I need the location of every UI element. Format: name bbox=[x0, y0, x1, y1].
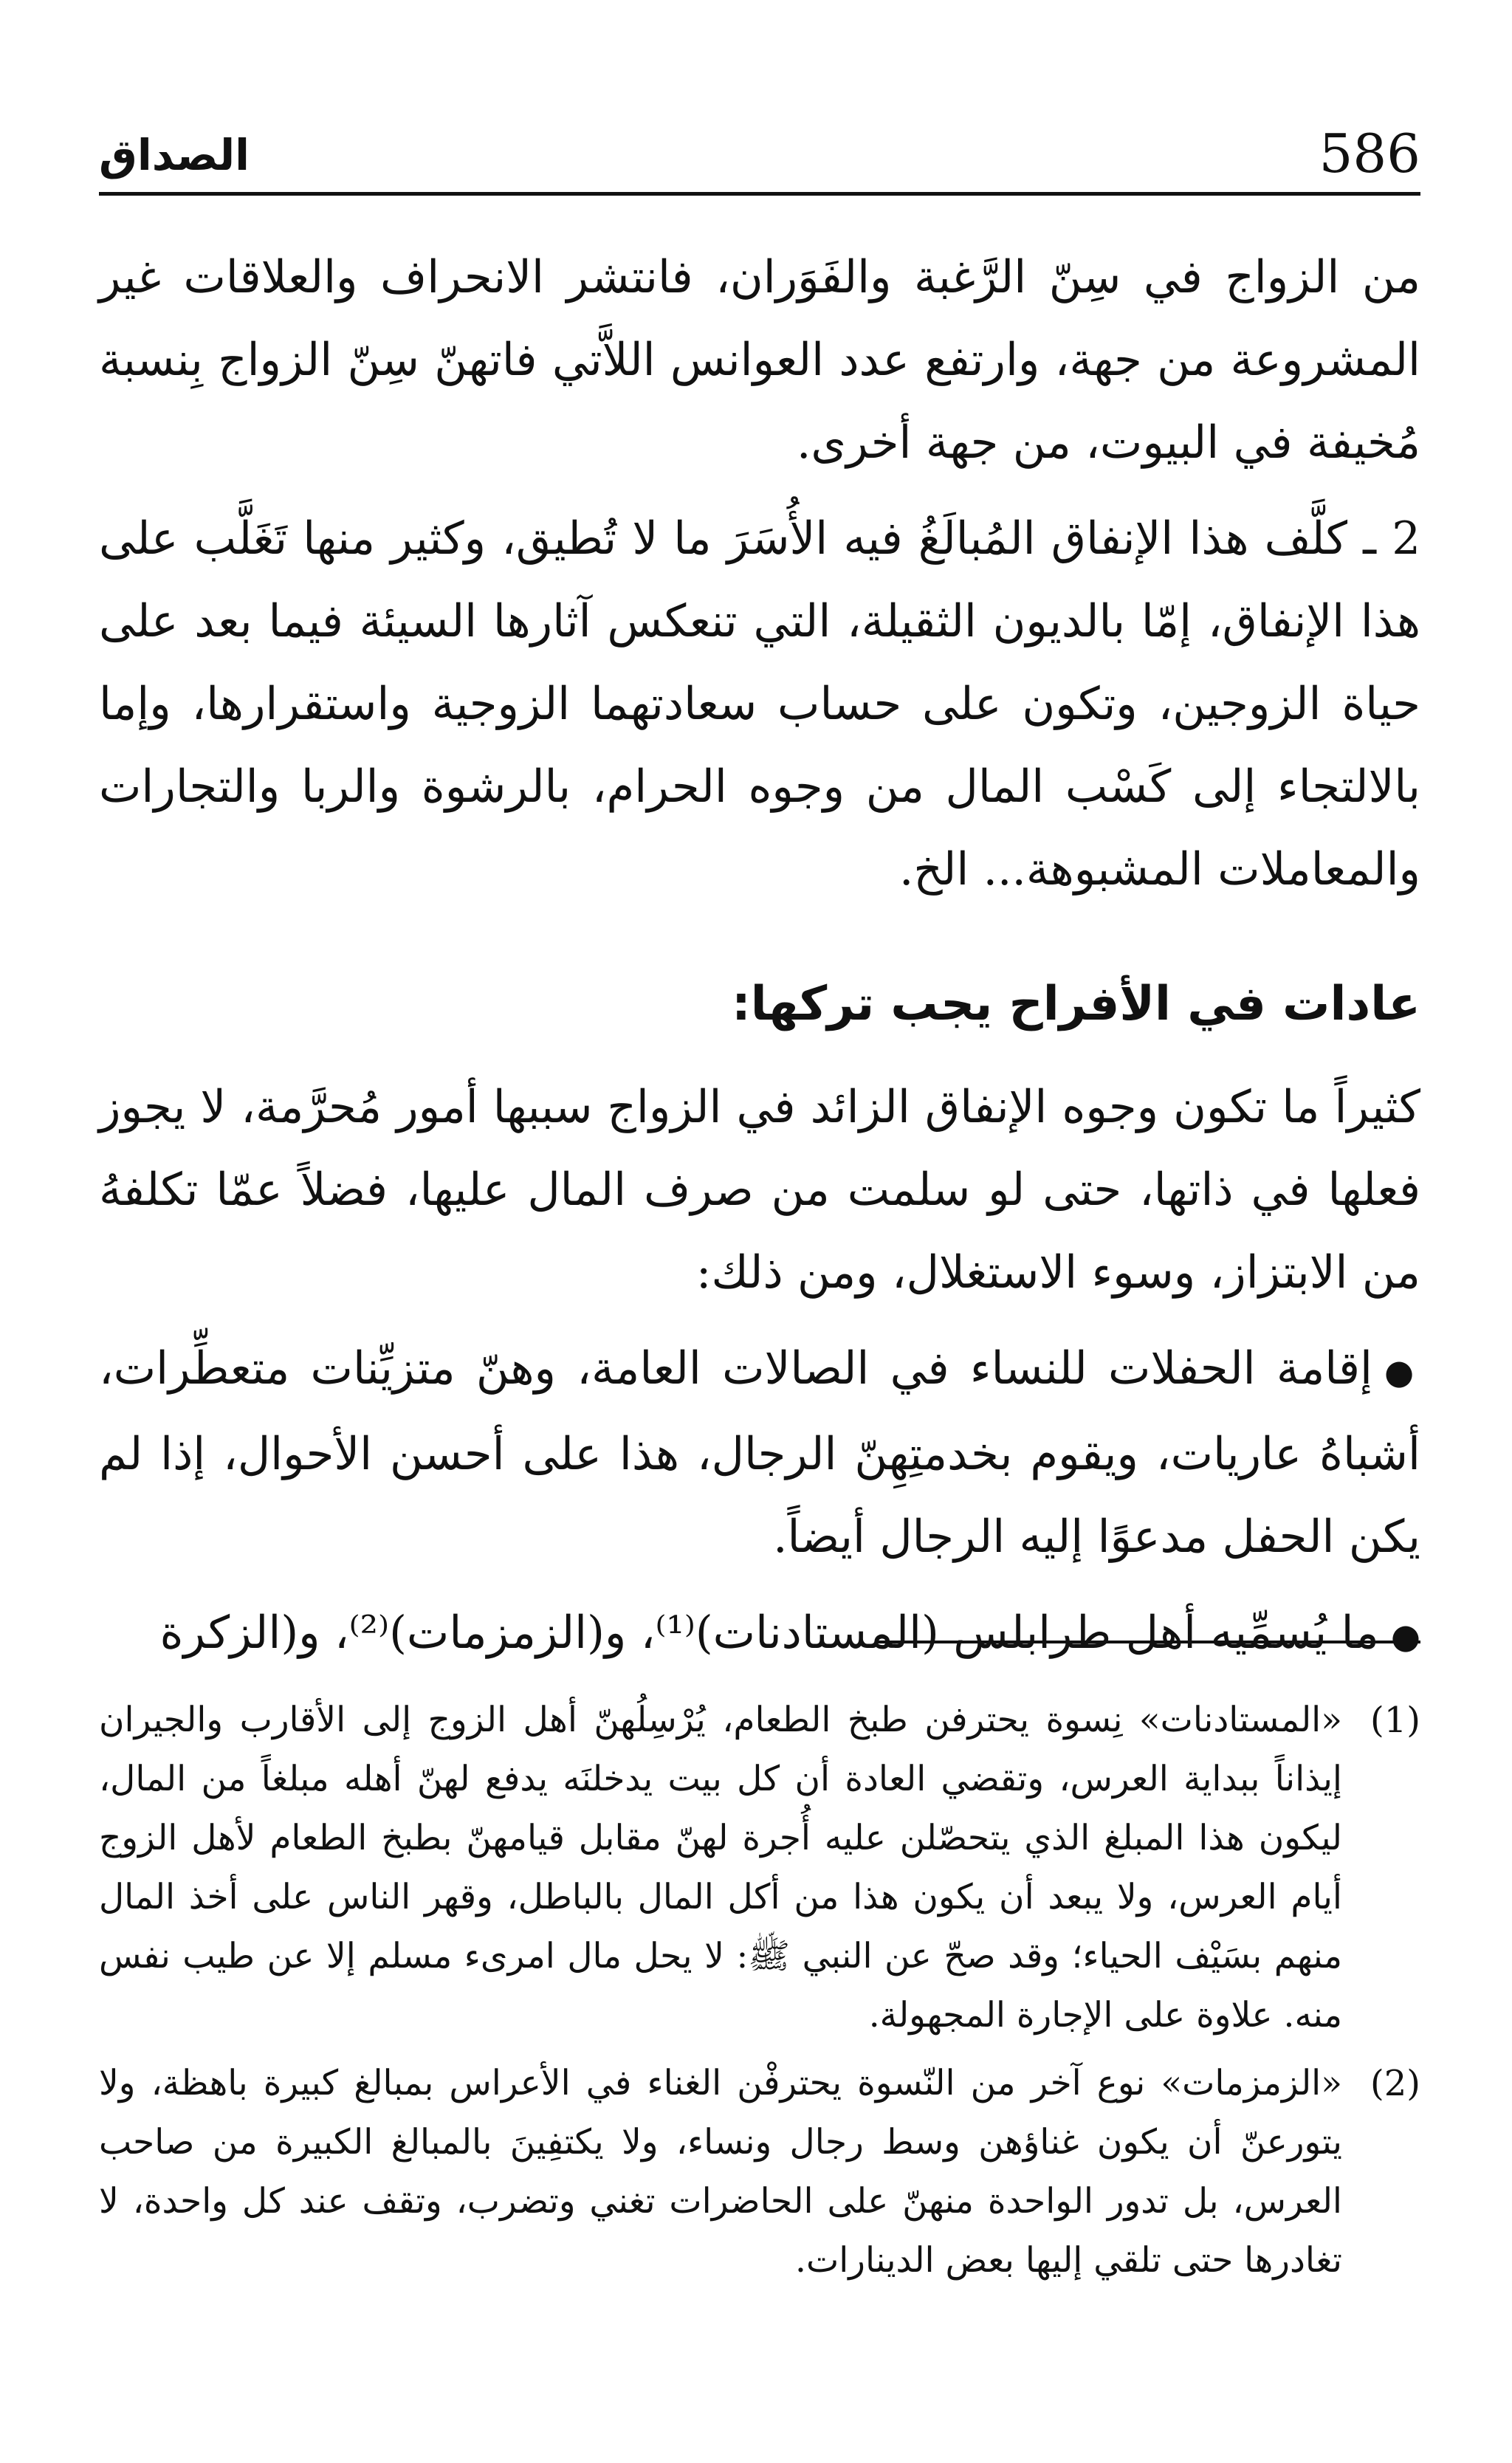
bullet-text: ما يُسمِّيه أهل طرابلس (المستادنات)⁽¹⁾، و(الزمزمات)⁽²⁾، و(الزكرة bbox=[159, 1606, 1379, 1659]
footnote-item bbox=[99, 1691, 1420, 2045]
page-number: 586 bbox=[1319, 123, 1420, 185]
page-header bbox=[99, 111, 1420, 196]
footnote-text: «الزمزمات» نوع آخر من النّسوة يحترفْن الغناء في الأعراس بمبالغ كبيرة باهظة، ولا يتورعنّ أن يكون غناؤهن وسط رجال ونساء، ولا يكتفِينَ بالمبالغ الكبيرة من صاحب العرس، بل تدور الواحدة منهنّ على الحاضرات تغني وتضرب، وتقف عند كل واحدة، لا تغادرها حتى تلقي إليها بعض الدينارات. bbox=[99, 2063, 1342, 2281]
footnote-text: «المستادنات» نِسوة يحترفن طبخ الطعام، يُرْسِلُهنّ أهل الزوج إلى الأقارب والجيران إيذاناً ببداية العرس، وتقضي العادة أن كل بيت يدخلنَه يدفع لهنّ أهله مبلغاً من المال، ليكون هذا المبلغ الذي يتحصّلن عليه أُجرة لهنّ مقابل قيامهنّ بطبخ الطعام لأهل الزوج أيام العرس، ولا يبعد أن يكون هذا من أكل المال بالباطل، وقهر الناس على أخذ المال منهم بسَيْف الحياء؛ وقد صحّ عن النبي ﷺ: لا يحل مال امرىء مسلم إلا عن طيب نفس منه. علاوة على الإجارة المجهولة. bbox=[99, 1700, 1342, 2036]
paragraph-numbered-2: 2 ـ كلَّف هذا الإنفاق المُبالَغُ فيه الأُسَرَ ما لا تُطيق، وكثير منها تَغَلَّب على هذا الإنفاق، إمّا بالديون الثقيلة، التي تنعكس آثارها السيئة فيما بعد على حياة الزوجين، وتكون على حساب سعادتهما الزوجية واستقرارها، وإما بالالتجاء إلى كَسْب المال من وجوه الحرام، بالرشوة والربا والتجارات والمعاملات المشبوهة... الخ. bbox=[99, 512, 1420, 896]
footnote-number: (1) bbox=[1370, 1700, 1420, 1741]
paragraph: من الزواج في سِنّ الرَّغبة والفَوَران، فانتشر الانحراف والعلاقات غير المشروعة من جهة، وارتفع عدد العوانس اللاَّتي فاتهنّ سِنّ الزواج بِنسبة مُخيفة في البيوت، من جهة أخرى. bbox=[99, 251, 1420, 469]
section-heading: عادات في الأفراح يجب تركها: bbox=[732, 977, 1420, 1031]
bullet-item bbox=[99, 1327, 1420, 1579]
running-title: الصداق bbox=[99, 130, 250, 180]
footnote-separator bbox=[876, 1641, 1420, 1643]
paragraph: كثيراً ما تكون وجوه الإنفاق الزائد في الزواج سببها أمور مُحرَّمة، لا يجوز فعلها في ذاتها، حتى لو سلمت من صرف المال عليها، فضلاً عمّا تكلفهُ من الابتزاز، وسوء الاستغلال، ومن ذلك: bbox=[99, 1081, 1420, 1299]
footnotes bbox=[99, 1691, 1420, 2299]
footnote-item bbox=[99, 2054, 1420, 2290]
bullet-text: إقامة الحفلات للنساء في الصالات العامة، وهنّ متزيِّنات متعطِّرات، أشباهُ عاريات، ويقوم بخدمتِهِنّ الرجال، هذا على أحسن الأحوال، إذا لم يكن الحفل مدعوًا إليه الرجال أيضاً. bbox=[99, 1342, 1420, 1563]
footnote-number: (2) bbox=[1370, 2063, 1420, 2104]
bullet-item bbox=[99, 1592, 1420, 1677]
bullet-dot-icon: ● bbox=[1390, 1615, 1420, 1656]
bullet-dot-icon: ● bbox=[1384, 1351, 1420, 1392]
main-text bbox=[99, 236, 1420, 1677]
